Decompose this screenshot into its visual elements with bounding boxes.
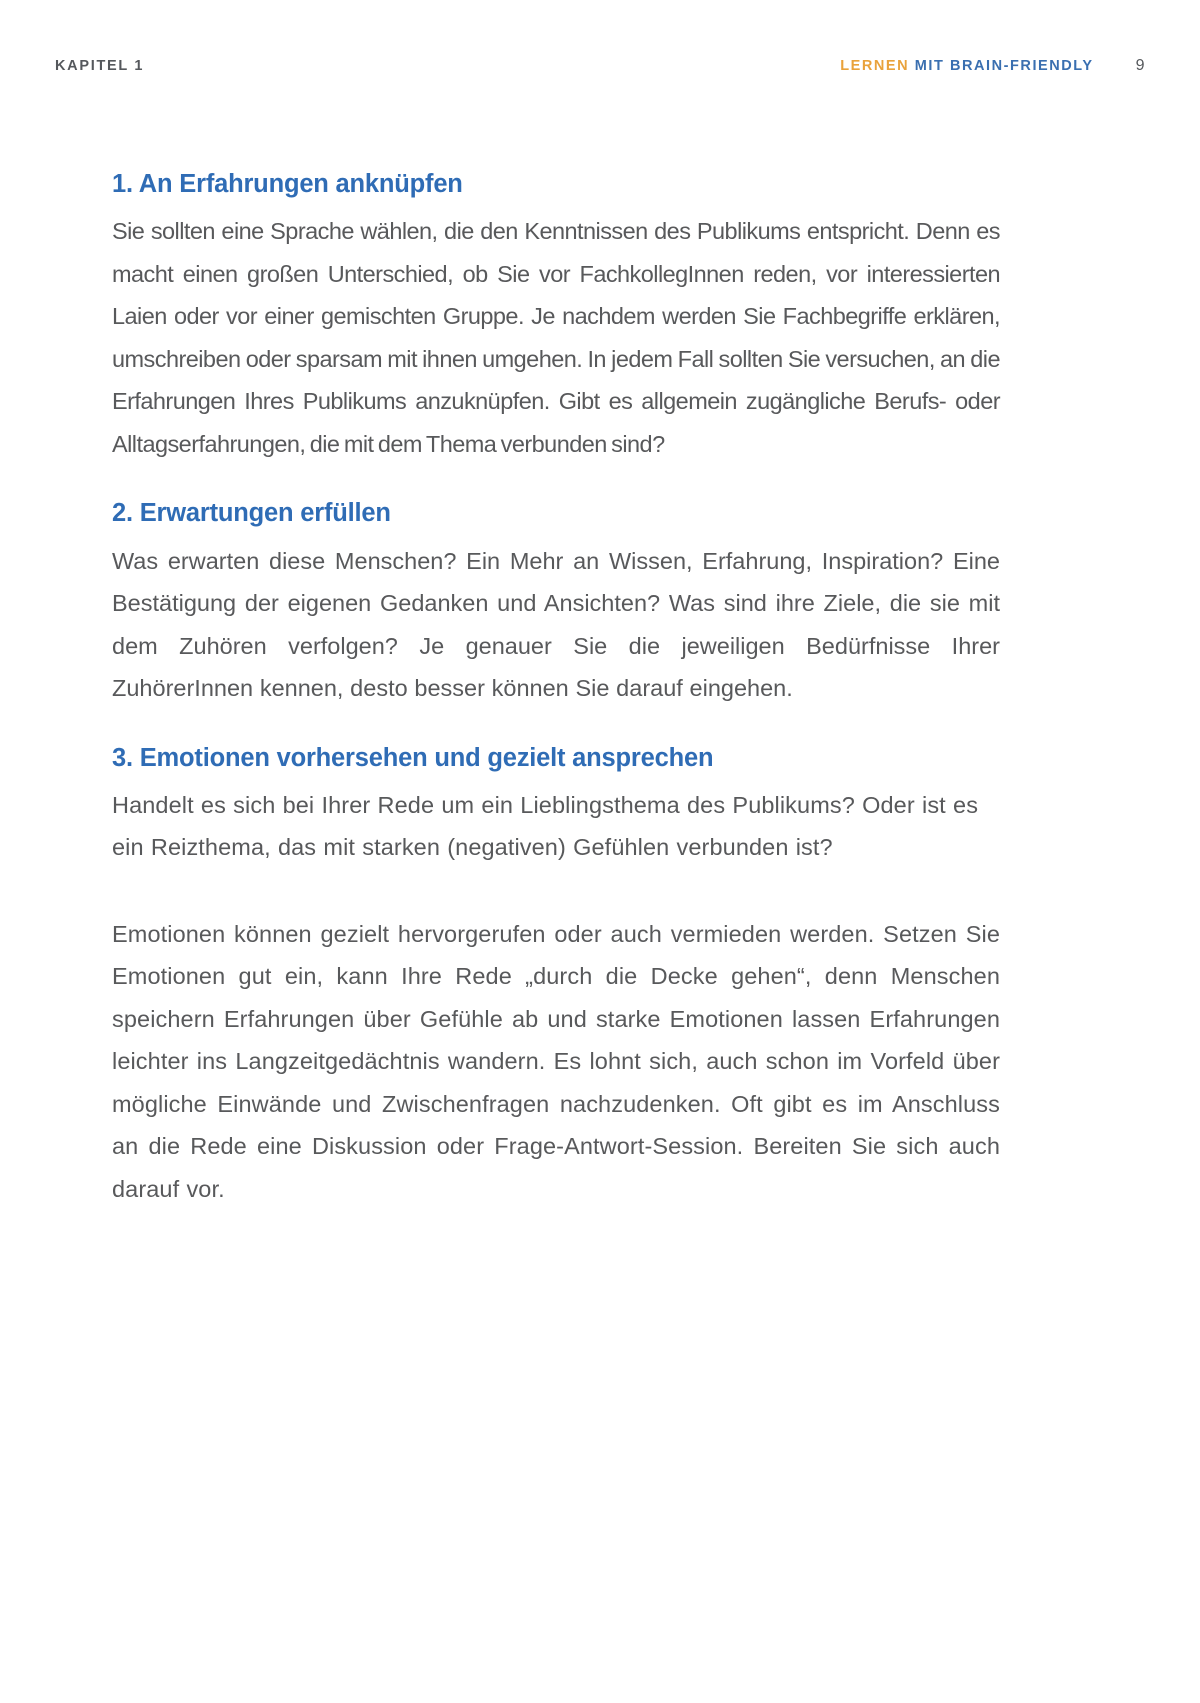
brand-accent-word: LERNEN [840, 58, 910, 74]
running-header [55, 54, 1145, 78]
section-1-heading: 1. An Erfahrungen anknüpfen [112, 170, 463, 198]
spacer-1 [112, 465, 1000, 499]
page-number: 9 [1135, 57, 1145, 74]
brand-main-words: MIT BRAIN-FRIENDLY [914, 58, 1094, 74]
section-3-paragraph-1: Handelt es sich bei Ihrer Rede um ein Lieblingsthema des Publikums? Oder ist es ein Reizthema, das mit starken (negativen) Gefühlen verbunden ist? [112, 791, 979, 861]
section-3-heading: 3. Emotionen vorhersehen und gezielt ansprechen [112, 743, 714, 772]
section-3-paragraph-2: Emotionen können gezielt hervorgerufen oder auch vermieden werden. Setzen Sie Emotionen gut ein, kann Ihre Rede „durch die Decke gehen“, denn Menschen speichern Erfahrungen über Gefühle ab und starke Emotionen lassen Erfahrungen leichter ins Langzeitgedächtnis wandern. Es lohnt sich, auch schon im Vorfeld über mögliche Einwände und Zwischenfragen nachzudenken. Oft gibt es im Anschluss an die Rede eine Diskussion oder Frage-Antwort-Session. Bereiten Sie sich auch darauf vor. [112, 920, 1000, 1202]
page-content [112, 170, 1000, 1210]
section-3 [112, 744, 1000, 1211]
brand-title [840, 58, 1093, 74]
spacer-3 [112, 869, 1000, 913]
section-1 [112, 170, 1000, 465]
chapter-label: KAPITEL 1 [55, 58, 145, 74]
section-2-paragraph-1: Was erwarten diese Menschen? Ein Mehr an Wissen, Erfahrung, Inspiration? Eine Bestätigung der eigenen Gedanken und Ansichten? Was sind ihre Ziele, die sie mit dem Zuhören verfolgen? Je genauer Sie die jeweiligen Bedürfnisse Ihrer ZuhörerInnen kennen, desto besser können Sie darauf eingehen. [112, 547, 1000, 702]
section-2 [112, 499, 1000, 709]
spacer-2 [112, 710, 1000, 744]
section-1-paragraph-1: Sie sollten eine Sprache wählen, die den Kenntnissen des Publikums entspricht. Denn es macht einen großen Unterschied, ob Sie vor FachkollegInnen reden, vor interessierten Laien oder vor einer gemischten Gruppe. Je nachdem werden Sie Fachbegriffe erklären, umschreiben oder sparsam mit ihnen umgehen. In jedem Fall sollten Sie versuchen, an die Erfahrungen Ihres Publikums anzuknüpfen. Gibt es allgemein zugängliche Berufs- oder Alltagserfahrungen, die mit dem Thema verbunden sind? [112, 218, 1000, 457]
header-right-group [840, 57, 1145, 75]
section-2-heading: 2. Erwartungen erfüllen [112, 499, 391, 528]
